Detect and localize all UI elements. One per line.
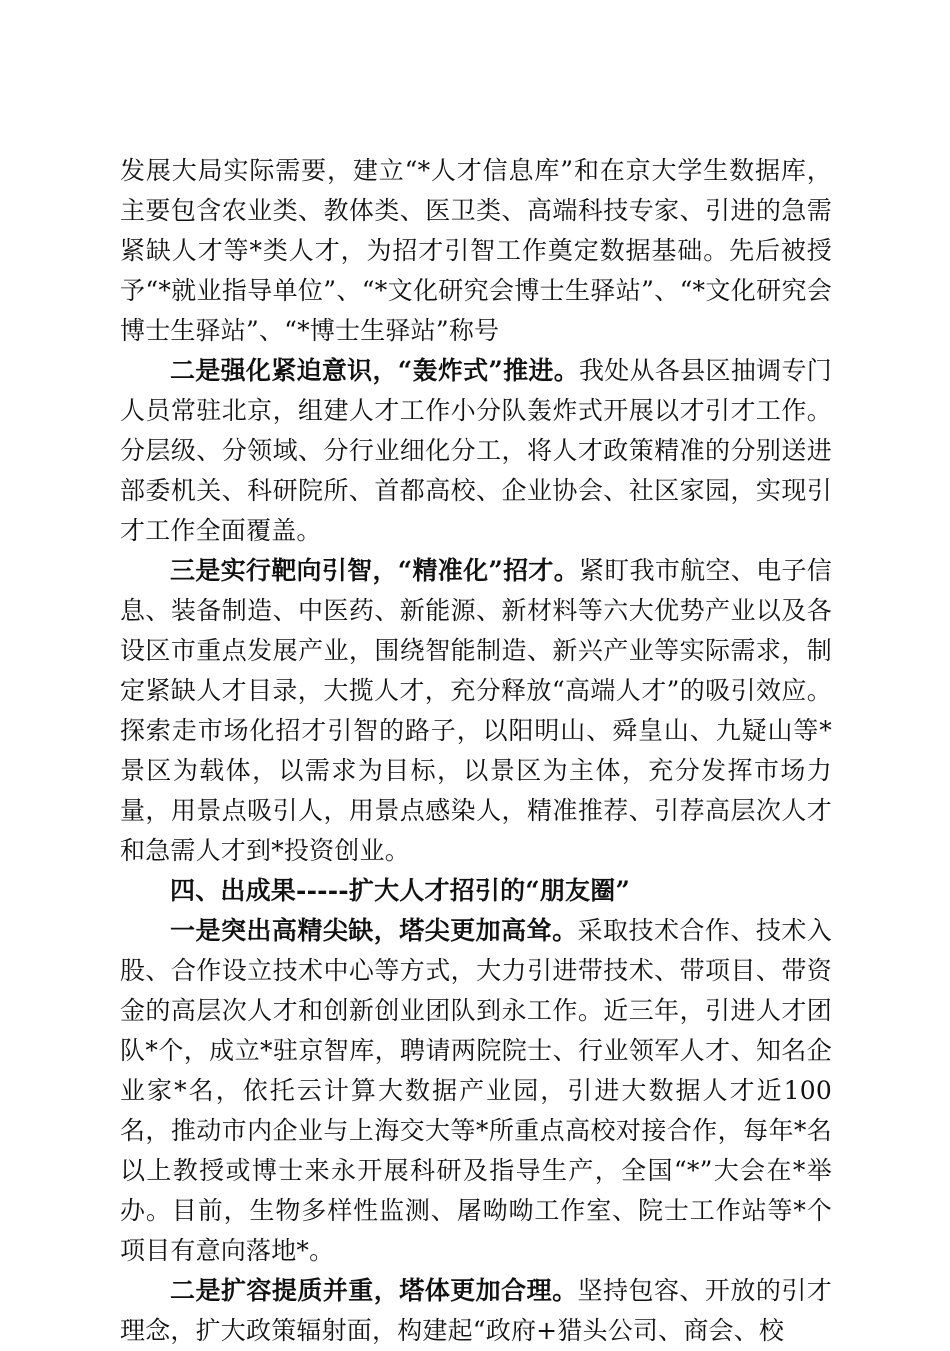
- paragraph-expansion: [120, 1271, 832, 1351]
- paragraph-text: 我处从各县区抽调专门人员常驻北京，组建人才工作小分队轰炸式开展以才引才工作。分层级、分领域、分行业细化分工，将人才政策精准的分别送进部委机关、科研院所、首都高校、企业协会、社区家园，实现引才工作全面覆盖。: [120, 356, 832, 545]
- paragraph-text: 紧盯我市航空、电子信息、装备制造、中医药、新能源、新材料等六大优势产业以及各设区市重点发展产业，围绕智能制造、新兴产业等实际需求，制定紧缺人才目录，大揽人才，充分释放“高端人才”的吸引效应。探索走市场化招才引智的路子，以阳明山、舜皇山、九疑山等*景区为载体，以需求为目标，以景区为主体，充分发挥市场力量，用景点吸引人，用景点感染人，精准推荐、引荐高层次人才和急需人才到*投资创业。: [120, 556, 832, 865]
- paragraph-text: 发展大局实际需要，建立“*人才信息库”和在京大学生数据库，主要包含农业类、教体类、医卫类、高端科技专家、引进的急需紧缺人才等*类人才，为招才引智工作奠定数据基础。先后被授予“*就业指导单位”、“*文化研究会博士生驿站”、“*文化研究会博士生驿站”、“*博士生驿站”称号: [120, 156, 832, 345]
- paragraph-urgency: [120, 351, 832, 551]
- paragraph-lead: 二是扩容提质并重，塔体更加合理。: [170, 1276, 578, 1305]
- document-page: [120, 151, 832, 1351]
- paragraph-talent-database: [120, 151, 832, 351]
- paragraph-lead: 三是实行靶向引智，“精准化”招才。: [170, 556, 579, 585]
- paragraph-lead: 二是强化紧迫意识，“轰炸式”推进。: [170, 356, 579, 385]
- paragraph-lead: 一是突出高精尖缺，塔尖更加高耸。: [170, 916, 578, 945]
- paragraph-targeted-recruitment: [120, 551, 832, 871]
- paragraph-text: 采取技术合作、技术入股、合作设立技术中心等方式，大力引进带技术、带项目、带资金的高层次人才和创新创业团队到永工作。近三年，引进人才团队*个，成立*驻京智库，聘请两院院士、行业领军人才、知名企业家*名，依托云计算大数据产业园，引进大数据人才近100名，推动市内企业与上海交大等*所重点高校对接合作，每年*名以上教授或博士来永开展科研及指导生产，全国“*”大会在*举办。目前，生物多样性监测、屠呦呦工作室、院士工作站等*个项目有意向落地*。: [120, 916, 832, 1265]
- section-heading: 四、出成果-----扩大人才招引的“朋友圈”: [170, 876, 631, 905]
- paragraph-text: 坚持包容、开放的引才理念，扩大政策辐射面，构建起“政府+猎头公司、商会、校: [120, 1276, 832, 1345]
- paragraph-high-end-talent: [120, 911, 832, 1271]
